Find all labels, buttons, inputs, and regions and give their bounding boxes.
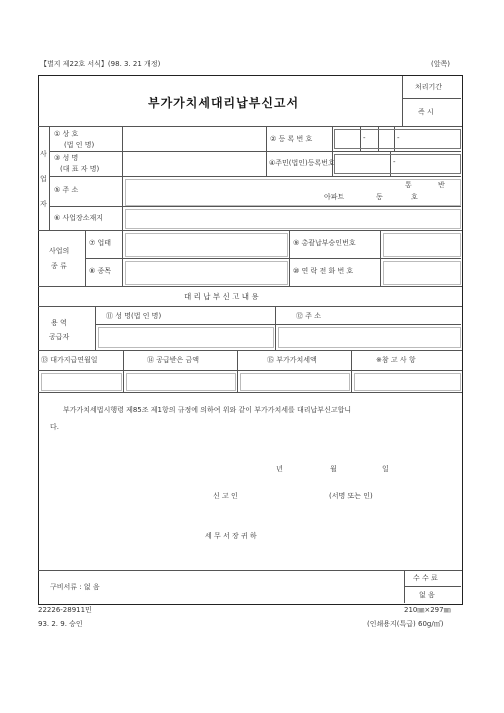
resident-number-label: ④주민(법인)등록번호 [269, 159, 335, 167]
divider [49, 151, 461, 152]
resident-dash: - [393, 158, 396, 166]
fee-value: 없 음 [419, 591, 435, 599]
address-label: ⑤ 주 소 [54, 186, 79, 194]
tong-label: 통 [405, 181, 412, 189]
supplier-address-label: ⑫ 주 소 [296, 312, 321, 320]
divider [402, 76, 403, 126]
business-type-label-2: 종 류 [51, 262, 67, 270]
divider [351, 350, 352, 392]
divider [122, 126, 123, 230]
registration-number-label: ② 등 록 번 호 [270, 135, 313, 143]
form-reference: 【별지 제22호 서식】(98. 3. 21 개정) [40, 60, 161, 68]
divider [38, 286, 462, 287]
form-title: 부가가치세대리납부신고서 [148, 96, 300, 110]
industry-field[interactable] [125, 233, 288, 257]
divider [275, 306, 276, 350]
divider [38, 350, 462, 351]
date-month-label: 월 [330, 465, 337, 473]
divider [38, 126, 462, 127]
paper-spec: (인쇄용지(특급) 60g/㎡) [367, 620, 444, 628]
item-field[interactable] [125, 261, 288, 285]
registration-number-field[interactable] [334, 129, 461, 149]
divider [402, 98, 461, 99]
resident-number-field[interactable] [334, 154, 461, 174]
date-day-label: 일 [382, 465, 389, 473]
form-code: 22226-28911민 [38, 606, 92, 614]
divider [95, 324, 461, 325]
divider [38, 306, 462, 307]
divider [38, 370, 462, 371]
date-year-label: 년 [276, 465, 283, 473]
approval-date: 93. 2. 9. 승인 [38, 620, 83, 628]
divider [85, 258, 461, 259]
business-location-label: ⑥ 사업장소재지 [54, 214, 104, 222]
business-type-label-1: 사업의 [49, 247, 70, 255]
address-field[interactable] [125, 179, 461, 206]
divider [123, 350, 124, 392]
item-label: ⑧ 종목 [89, 267, 112, 275]
supplier-name-label: ⑪ 성 명(법 인 명) [106, 312, 162, 320]
dong-label: 동 [376, 193, 383, 201]
supplier-label-2: 공급자 [49, 333, 70, 341]
processing-value: 즉 시 [418, 108, 434, 116]
trade-name-label: ① 상 호 [54, 130, 79, 138]
reporter-label: 신 고 인 [213, 492, 238, 500]
trade-name-sub: (법 인 명) [64, 141, 95, 149]
fee-label: 수 수 료 [413, 574, 438, 582]
apt-label: 아파트 [324, 193, 345, 201]
name-sub: (대 표 자 명) [60, 165, 100, 173]
divider [38, 392, 462, 393]
reg-dash-1: - [363, 134, 366, 142]
remarks-cell[interactable] [354, 373, 461, 391]
addressee: 세 무 서 장 귀 하 [205, 532, 257, 540]
vat-amount-header: ⑮ 부가가치세액 [267, 356, 317, 364]
divider [95, 306, 96, 350]
remarks-header: ※참 고 사 항 [376, 356, 416, 364]
ho-label: 호 [411, 193, 418, 201]
section-title: 대 리 납 부 신 고 내 용 [184, 292, 259, 301]
phone-field[interactable] [383, 261, 461, 285]
payment-date-header: ⑬ 대가지급연월일 [41, 356, 98, 364]
business-label-1: 사 [40, 150, 47, 158]
business-label-3: 자 [40, 200, 47, 208]
business-location-field[interactable] [125, 209, 461, 229]
name-label: ③ 성 명 [54, 154, 79, 162]
divider [49, 206, 461, 207]
divider [404, 586, 461, 587]
divider [49, 126, 50, 230]
business-label-2: 업 [40, 175, 47, 183]
declaration-text: 부가가치세법시행령 제85조 제1항의 규정에 의하여 위와 같이 부가가치세를 대리납부신고합니 [63, 406, 352, 414]
industry-label: ⑦ 업태 [89, 239, 112, 247]
approval-number-field[interactable] [383, 233, 461, 257]
processing-label: 처리기간 [415, 83, 443, 91]
supplier-name-field[interactable] [98, 327, 274, 348]
divider [38, 570, 462, 571]
page-side: (앞쪽) [431, 60, 450, 68]
divider [237, 350, 238, 392]
vat-amount-cell[interactable] [240, 373, 350, 391]
payment-date-cell[interactable] [41, 373, 122, 391]
ban-label: 반 [438, 181, 445, 189]
reg-dash-2: - [397, 134, 400, 142]
declaration-text-cont: 다. [50, 423, 59, 431]
divider [49, 176, 461, 177]
phone-label: ⑩ 연 락 전 화 번 호 [293, 267, 354, 275]
supplier-label-1: 용 역 [51, 319, 67, 327]
required-documents: 구비서류 : 없 음 [50, 583, 100, 591]
signature-label: (서명 또는 인) [329, 492, 373, 500]
supply-amount-header: ⑭ 공급받은 금액 [147, 356, 200, 364]
approval-number-label: ⑨ 총괄납부승인번호 [293, 239, 356, 247]
supply-amount-cell[interactable] [126, 373, 236, 391]
supplier-address-field[interactable] [278, 327, 461, 348]
paper-size: 210㎜×297㎜ [404, 606, 451, 614]
divider [38, 230, 462, 231]
